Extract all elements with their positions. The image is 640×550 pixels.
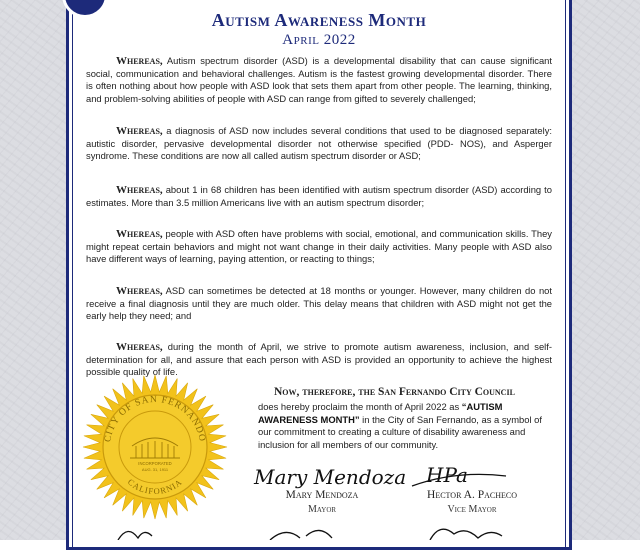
whereas-lead: Whereas, (116, 341, 163, 353)
signer-title-2: Vice Mayor (447, 504, 497, 515)
signer-name-1: Mary Mendoza (285, 489, 359, 501)
whereas-lead: Whereas, (116, 184, 163, 196)
signature-strokes (236, 460, 546, 490)
whereas-paragraph-2 (86, 125, 552, 163)
seal-bottom-text: CALIFORNIA (125, 476, 185, 497)
proclaim-post: in the City of San Fernando, as a symbol of our commitment to creating a culture of disability awareness and inclusion for all members of our community. (258, 413, 542, 450)
proclaim-pre: does hereby proclaim the month of April 2022 as (258, 401, 462, 412)
proclaim-bold: “AUTISM AWARENESS MONTH” (258, 401, 503, 425)
proclamation-text (258, 401, 548, 451)
city-seal-icon (80, 372, 230, 522)
now-therefore-heading: Now, therefore, the San Fernando City Council (274, 386, 515, 398)
seal-incorporated: INCORPORATED (138, 461, 172, 466)
whereas-lead: Whereas, (116, 228, 163, 240)
paragraph-text: ASD can sometimes be detected at 18 months or younger. However, many children do not receive a final diagnosis until they are much older. This delay means that children with ASD might not get the early help they need; and (86, 285, 552, 322)
paragraph-text: during the month of April, we strive to promote autism awareness, inclusion, and self- determination for all, and assure that each person with ASD is provided an opportunity to achieve the highest possible quality of life. (86, 341, 552, 378)
whereas-paragraph-5 (86, 285, 552, 323)
signer-title-1: Mayor (307, 504, 337, 515)
page-subtitle: April 2022 (282, 32, 356, 48)
whereas-paragraph-1 (86, 55, 552, 105)
seal-ring-text: CITY OF SAN FERNANDO (103, 394, 207, 443)
lower-signatures (110, 522, 530, 540)
whereas-lead: Whereas, (116, 285, 163, 297)
whereas-paragraph-4 (86, 228, 552, 266)
seal-date: AUG. 31, 1911 (141, 467, 169, 472)
whereas-lead: Whereas, (116, 55, 163, 67)
whereas-lead: Whereas, (116, 125, 163, 137)
signature-script-1: Mary Mendoza (254, 465, 407, 489)
paragraph-text: Autism spectrum disorder (ASD) is a developmental disability that can cause significant social, communication and behavioral challenges. Autism is the fastest growing developmental disorder. There is often nothing about how people with ASD look that sets them apart from other people. The learning, thinking, and problem-solving abilities of people with ASD can range from gifted to severely challenged; (86, 55, 552, 104)
signer-name-2: Hector A. Pacheco (427, 489, 517, 501)
whereas-paragraph-3 (86, 184, 552, 209)
paragraph-text: about 1 in 68 children has been identified with autism spectrum disorder (ASD) according to estimates. More than 3.5 million Americans live with an autism spectrum disorder; (86, 184, 552, 208)
paragraph-text: people with ASD often have problems with social, emotional, and communication skills. They might repeat certain behaviors and might not want change in their daily activities. Many people with ASD also have different ways of learning, paying attention, or reacting to things; (86, 228, 552, 265)
signature-script-2: HPa (426, 463, 468, 487)
paragraph-text: a diagnosis of ASD now includes several conditions that used to be diagnosed separately: autistic disorder, pervasive developmental disorder not otherwise specified (PDD- NOS), and Asperger syndrome. These conditions are now all called autism spectrum disorder or ASD; (86, 125, 553, 162)
page-title: Autism Awareness Month (211, 10, 427, 30)
